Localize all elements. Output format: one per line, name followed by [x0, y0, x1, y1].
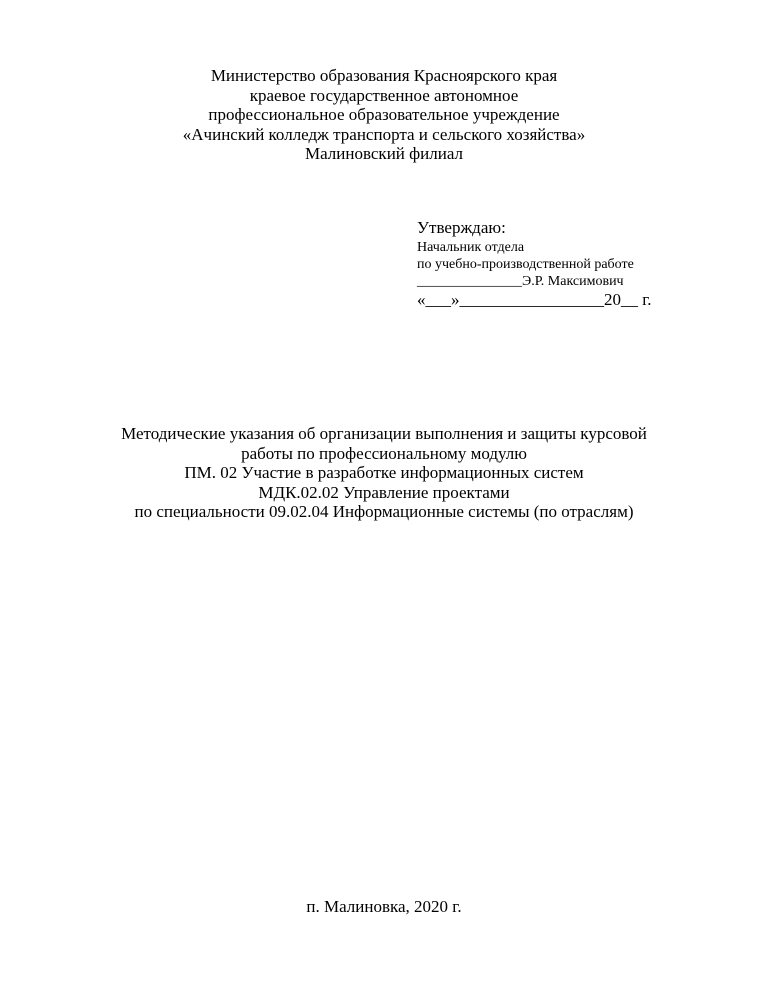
college-name: «Ачинский колледж транспорта и сельского хозяйства» [182, 124, 586, 144]
approval-date-line: «___»_________________20__ г. [417, 290, 652, 309]
approver-position-line-2: по учебно-производственной работе [417, 257, 634, 272]
document-title-line-2: работы по профессиональному модулю [241, 443, 527, 463]
document-title-line-5: по специальности 09.02.04 Информационные системы (по отраслям) [134, 502, 634, 521]
approval-block [417, 218, 747, 310]
institution-type-line-2: профессиональное образовательное учреждение [208, 105, 560, 124]
ministry-name: Министерство образования Красноярского края [210, 66, 558, 85]
document-title [0, 424, 768, 522]
branch-name: Малиновский филиал [304, 144, 464, 163]
signature-line: _______________Э.Р. Максимович [417, 274, 624, 289]
approval-title: Утверждаю: [417, 218, 506, 237]
document-title-line-1: Методические указания об организации выполнения и защиты курсовой [121, 424, 647, 443]
institution-type-line-1: краевое государственное автономное [249, 85, 519, 105]
institution-header [0, 66, 768, 164]
document-title-line-4: МДК.02.02 Управление проектами [258, 482, 510, 502]
approver-position-line-1: Начальник отдела [417, 240, 525, 255]
place-year-footer: п. Малиновка, 2020 г. [306, 897, 462, 916]
document-title-line-3: ПМ. 02 Участие в разработке информационных систем [184, 463, 584, 482]
